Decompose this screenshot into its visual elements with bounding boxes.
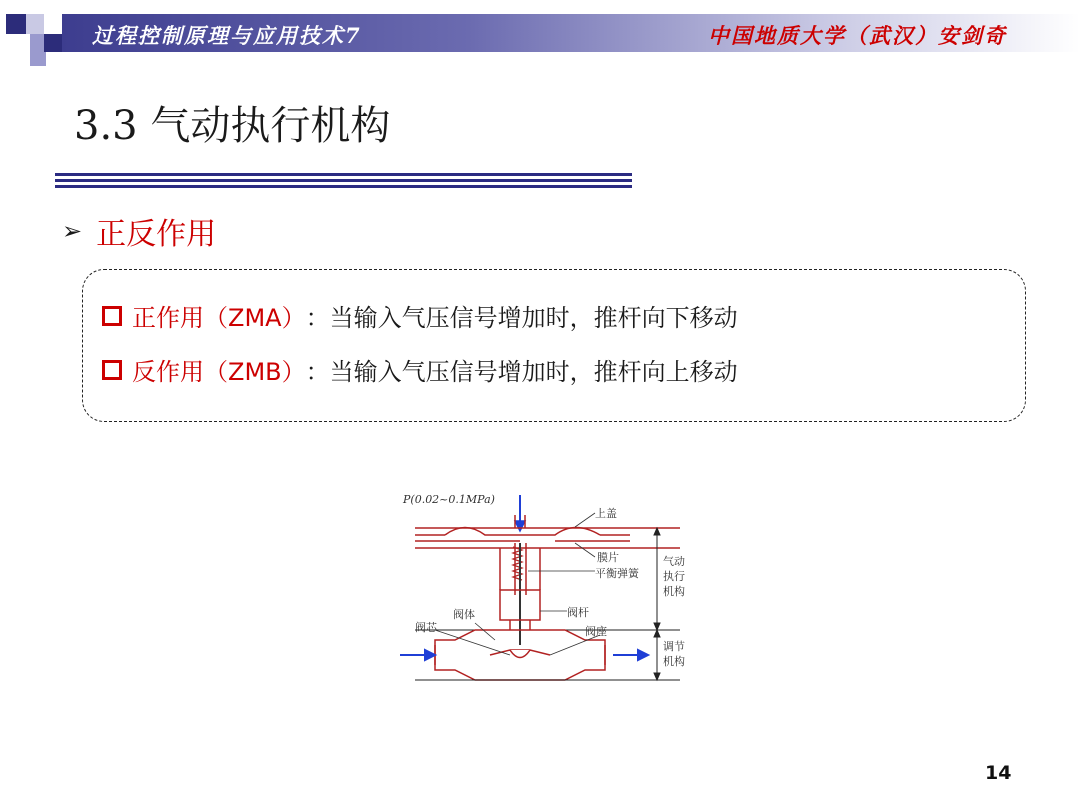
corner-decoration [26, 14, 44, 34]
label-spring: 平衡弹簧 [595, 567, 639, 580]
pressure-arrow-head [515, 521, 525, 531]
label-cover: 上盖 [595, 507, 617, 520]
slide-title: 3.3 气动执行机构 [74, 103, 391, 149]
item-term: 正作用（ZMA） [132, 304, 306, 332]
label-core: 阀芯 [415, 621, 437, 634]
definition-box [82, 269, 1026, 422]
title-divider [55, 179, 632, 182]
corner-decoration [6, 14, 26, 34]
title-divider [55, 185, 632, 188]
label-diaphragm: 膜片 [597, 551, 619, 564]
university-name: 中国地质大学（武汉）安剑奇 [708, 23, 1007, 48]
title-divider [55, 173, 632, 176]
list-item [102, 298, 738, 333]
label-actuator-3: 机构 [663, 585, 685, 598]
pressure-label: P(0.02~0.1MPa) [403, 493, 495, 506]
valve-core [510, 650, 530, 658]
course-title: 过程控制原理与应用技术7 [92, 23, 362, 48]
item-desc: ：当输入气压信号增加时，推杆向下移动 [305, 304, 738, 332]
square-bullet-icon [102, 360, 122, 380]
label-actuator-1: 气动 [663, 555, 685, 568]
arrow-bullet-icon: ➢ [62, 217, 83, 245]
label-actuator-2: 执行 [663, 570, 685, 583]
label-seat: 阀座 [585, 625, 607, 638]
section-label: 正反作用 [96, 217, 217, 252]
item-term: 反作用（ZMB） [132, 358, 306, 386]
section-heading [62, 209, 216, 253]
page-number: 14 [985, 762, 1012, 784]
actuator-diagram [395, 485, 695, 690]
item-desc: ：当输入气压信号增加时，推杆向上移动 [305, 358, 738, 386]
corner-decoration [44, 34, 62, 52]
label-regulator-2: 机构 [663, 655, 685, 668]
label-body: 阀体 [453, 608, 475, 621]
label-stem: 阀杆 [567, 606, 589, 619]
label-regulator-1: 调节 [663, 640, 685, 653]
square-bullet-icon [102, 306, 122, 326]
corner-decoration [30, 52, 46, 66]
list-item [102, 352, 738, 387]
